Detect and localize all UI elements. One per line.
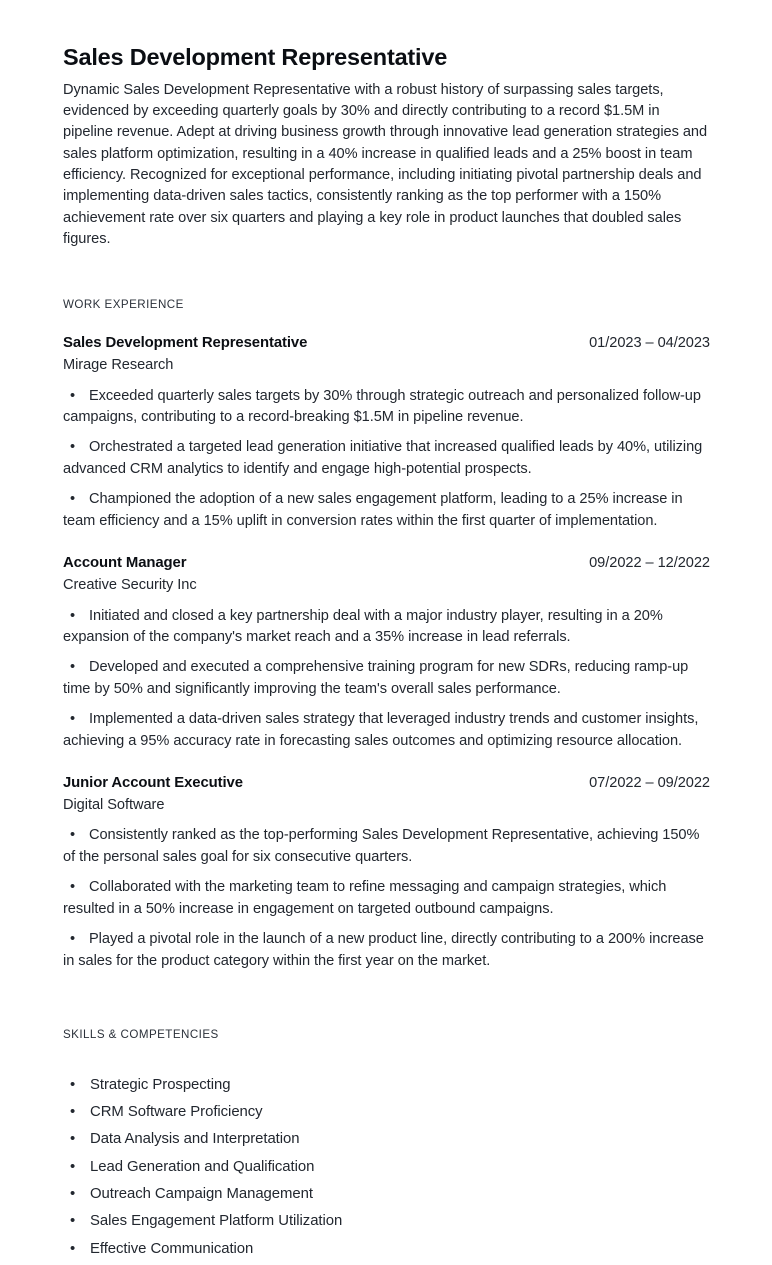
list-item: • Data Analysis and Interpretation [63, 1126, 710, 1153]
list-item: • Lead Generation and Qualification [63, 1154, 710, 1181]
professional-summary: Dynamic Sales Development Representative with a robust history of surpassing sales targets, evidenced by exceeding quarterly goals by 30% and directly contributing to a record $1.5M in pipeline revenue. Adept at driving business growth through innovative lead generation strategies and sales platform optimization, resulting in a 40% increase in qualified leads and a 25% boost in team efficiency. Recognized for exceptional performance, including initiating pivotal partnership deals and implementing data-driven sales tactics, consistently ranking as the top performer with a 150% achievement rate over six quarters and playing a key role in product launches that doubled sales figures. [63, 81, 708, 247]
list-item: • Implemented a data-driven sales strategy that leveraged industry trends and customer insights, achieving a 95% accuracy rate in forecasting sales outcomes and optimizing resource allocation. [63, 709, 710, 752]
skills-list [63, 1072, 710, 1263]
job-bullet-list [63, 606, 710, 752]
job-bullet-list [63, 386, 710, 532]
job-title: Junior Account Executive [63, 774, 243, 791]
list-item: • CRM Software Proficiency [63, 1099, 710, 1126]
job-entry [63, 554, 710, 752]
job-dates: 07/2022 – 09/2022 [589, 774, 710, 791]
job-company: Creative Security Inc [63, 577, 197, 594]
work-experience-list [63, 334, 710, 972]
job-header-row [63, 774, 710, 793]
job-title: Account Manager [63, 554, 187, 571]
list-item: • Outreach Campaign Management [63, 1181, 710, 1208]
job-dates: 01/2023 – 04/2023 [589, 335, 710, 351]
list-item: • Strategic Prospecting [63, 1072, 710, 1099]
job-company: Digital Software [63, 797, 165, 814]
job-company: Mirage Research [63, 357, 174, 374]
list-item: • Initiated and closed a key partnership deal with a major industry player, resulting in a 20% expansion of the company's market reach and a 35% increase in lead referrals. [63, 606, 710, 649]
list-item: • Collaborated with the marketing team to refine messaging and campaign strategies, which resulted in a 50% increase in engagement on targeted outbound campaigns. [63, 877, 710, 920]
job-header-row [63, 554, 710, 573]
job-header-row [63, 334, 710, 353]
list-item: • Orchestrated a targeted lead generation initiative that increased qualified leads by 40%, utilizing advanced CRM analytics to identify and engage high-potential prospects. [63, 437, 710, 480]
job-bullet-list [63, 825, 710, 971]
list-item: • Played a pivotal role in the launch of a new product line, directly contributing to a 200% increase in sales for the product category within the first year on the market. [63, 929, 710, 972]
section-heading-skills: SKILLS & COMPETENCIES [63, 1027, 219, 1041]
list-item: • Exceeded quarterly sales targets by 30% through strategic outreach and personalized follow-up campaigns, contributing to a record-breaking $1.5M in pipeline revenue. [63, 386, 710, 429]
list-item: • Effective Communication [63, 1236, 710, 1263]
job-title: Sales Development Representative [63, 335, 308, 351]
list-item: • Consistently ranked as the top-performing Sales Development Representative, achieving 150% of the personal sales goal for six consecutive quarters. [63, 825, 710, 868]
job-entry [63, 774, 710, 972]
job-entry [63, 334, 710, 532]
job-dates: 09/2022 – 12/2022 [589, 554, 710, 571]
page-title: Sales Development Representative [63, 44, 448, 70]
list-item: • Developed and executed a comprehensive training program for new SDRs, reducing ramp-up time by 50% and significantly improving the team's overall sales performance. [63, 657, 710, 700]
list-item: • Sales Engagement Platform Utilization [63, 1208, 710, 1235]
section-heading-work-experience: WORK EXPERIENCE [63, 298, 184, 312]
list-item: • Championed the adoption of a new sales engagement platform, leading to a 25% increase in team efficiency and a 15% uplift in conversion rates within the first quarter of implementation. [63, 489, 710, 532]
